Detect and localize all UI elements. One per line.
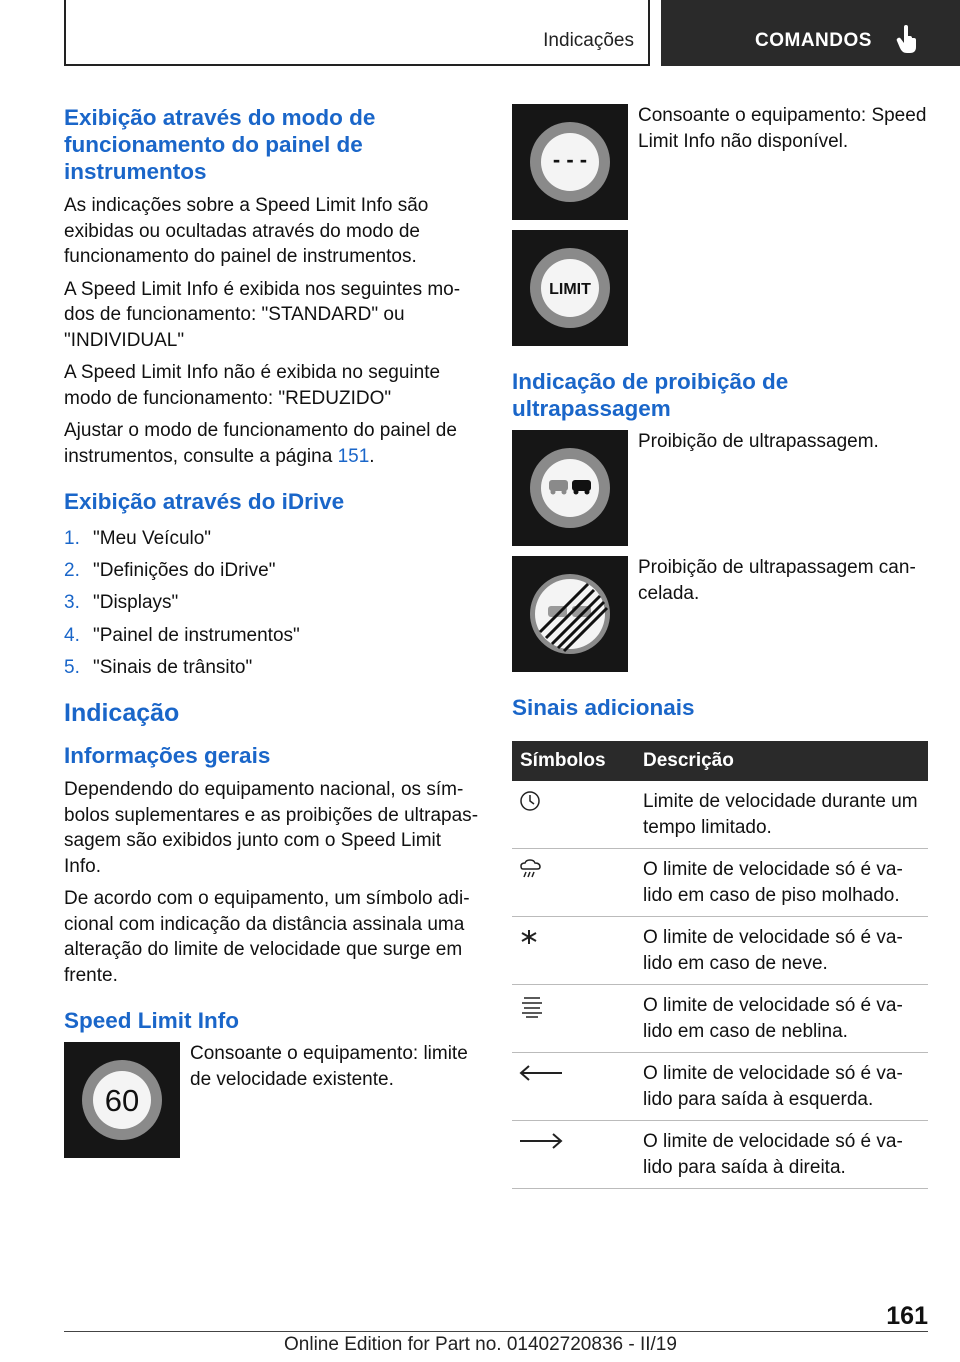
section-tab: [64, 0, 650, 66]
step-text: "Sinais de trânsito": [93, 656, 253, 678]
step-number: 5.: [64, 656, 80, 678]
symbol-cell: [512, 849, 643, 917]
section-title-instrument-mode: Exibição através do modo de funcionamento do painel de instrumentos: [64, 105, 376, 184]
column-header-symbols: Símbolos: [520, 750, 606, 771]
description-cell: O limite de velocidade só é valido para saída à direita.: [643, 1121, 928, 1189]
section-title-no-overtaking: Indicação de proibição de ultrapassagem: [512, 369, 789, 421]
no-overtaking-end-icon: [512, 556, 628, 672]
speed-limit-icon-row: [64, 1042, 478, 1158]
rain-cloud-icon: [518, 859, 544, 881]
paragraph: [64, 418, 478, 469]
table-row: [512, 781, 928, 849]
list-item: [64, 523, 478, 555]
speed-limit-unavailable-icon: [512, 104, 628, 220]
section-title-indicacao: Indicação: [64, 699, 180, 728]
clock-icon: [518, 791, 542, 813]
speed-limit-60-icon: [64, 1042, 180, 1158]
fog-icon: [518, 995, 546, 1019]
table-row: [512, 849, 928, 917]
speed-value: 60: [104, 1083, 140, 1119]
list-item: [64, 652, 478, 684]
step-text: "Definições do iDrive": [93, 560, 276, 582]
symbol-cell: [512, 985, 643, 1053]
no-overtaking-icon-row: [512, 430, 928, 546]
arrow-left-icon: [518, 1063, 564, 1085]
no-overtaking-end-icon-row: [512, 556, 928, 672]
icon-description: Proibição de ultrapassagem cancelada.: [638, 557, 916, 604]
left-column: [64, 104, 478, 1168]
paragraph-text: Ajustar o modo de funcionamento do painel de instrumentos, consulte a página: [64, 420, 457, 467]
page-number: 161: [886, 1302, 928, 1330]
paragraph: A Speed Limit Info é exibida nos seguintes modos de funcionamento: "STANDARD" ou "INDIVIDUAL": [64, 278, 461, 351]
icon-description: Consoante o equipamento: Speed Limit Info não disponível.: [638, 105, 927, 152]
limit-icon-row: [512, 230, 928, 346]
step-text: "Displays": [93, 592, 179, 614]
paragraph-end: .: [369, 445, 375, 467]
limit-glyph: LIMIT: [549, 281, 591, 298]
paragraph: Dependendo do equipamento nacional, os símbolos suplementares e as proibições de ultrapassagem são exibidos junto com o Speed Limit Info.: [64, 779, 479, 877]
table-row: [512, 985, 928, 1053]
icon-description: Proibição de ultrapassagem.: [638, 431, 879, 452]
chapter-tab-label: COMANDOS: [755, 30, 872, 51]
table-header-row: [512, 741, 928, 781]
column-header-description: Descrição: [643, 750, 734, 771]
step-text: "Meu Veículo": [93, 528, 212, 549]
additional-signs-table: [512, 741, 928, 1189]
footer-divider: [64, 1331, 928, 1332]
description-cell: O limite de velocidade só é valido em caso de piso molhado.: [643, 849, 928, 917]
arrow-right-icon: [518, 1131, 564, 1153]
limit-icon: [512, 230, 628, 346]
icon-description: Consoante o equipamento: limite de velocidade existente.: [190, 1043, 468, 1090]
step-number: 4.: [64, 624, 80, 646]
step-number: 2.: [64, 560, 80, 582]
dashes-glyph: - - -: [552, 147, 588, 172]
idrive-steps-list: [64, 523, 478, 684]
symbol-cell: [512, 917, 643, 985]
paragraph: De acordo com o equipamento, um símbolo adicional com indicação da distância assinala uma alteração do limite de velocidade que surge em frente.: [64, 888, 470, 986]
section-title-general-info: Informações gerais: [64, 743, 271, 769]
edition-info: Online Edition for Part no. 01402720836 - II/19: [284, 1334, 677, 1355]
paragraph: As indicações sobre a Speed Limit Info são exibidas ou ocultadas através do modo de funcionamento do painel de instrumentos.: [64, 195, 429, 267]
symbol-cell: [512, 1053, 643, 1121]
list-item: [64, 620, 478, 652]
section-title-speed-limit-info: Speed Limit Info: [64, 1008, 240, 1034]
description-cell: O limite de velocidade só é valido para saída à esquerda.: [643, 1053, 928, 1121]
not-available-icon-row: [512, 104, 928, 220]
step-number: 3.: [64, 592, 80, 614]
list-item: [64, 555, 478, 587]
list-item: [64, 587, 478, 619]
symbol-cell: [512, 781, 643, 849]
description-cell: Limite de velocidade durante um tempo limitado.: [643, 781, 928, 849]
step-number: 1.: [64, 528, 80, 549]
step-text: "Painel de instrumentos": [93, 624, 300, 646]
snowflake-icon: [518, 927, 540, 949]
table-row: [512, 917, 928, 985]
hand-pointer-icon: [896, 25, 918, 53]
table-row: [512, 1121, 928, 1189]
description-cell: O limite de velocidade só é valido em caso de neblina.: [643, 985, 928, 1053]
symbol-cell: [512, 1121, 643, 1189]
section-tab-label: Indicações: [543, 30, 634, 51]
chapter-tab: [661, 0, 960, 66]
paragraph: A Speed Limit Info não é exibida no seguinte modo de funcionamento: "REDUZIDO": [64, 362, 441, 409]
section-title-idrive: Exibição através do iDrive: [64, 489, 345, 514]
section-title-additional-signs: Sinais adicionais: [512, 695, 695, 720]
right-column: [512, 104, 928, 1189]
table-row: [512, 1053, 928, 1121]
no-overtaking-icon: [512, 430, 628, 546]
page-link[interactable]: 151: [337, 445, 370, 467]
description-cell: O limite de velocidade só é valido em caso de neve.: [643, 917, 928, 985]
